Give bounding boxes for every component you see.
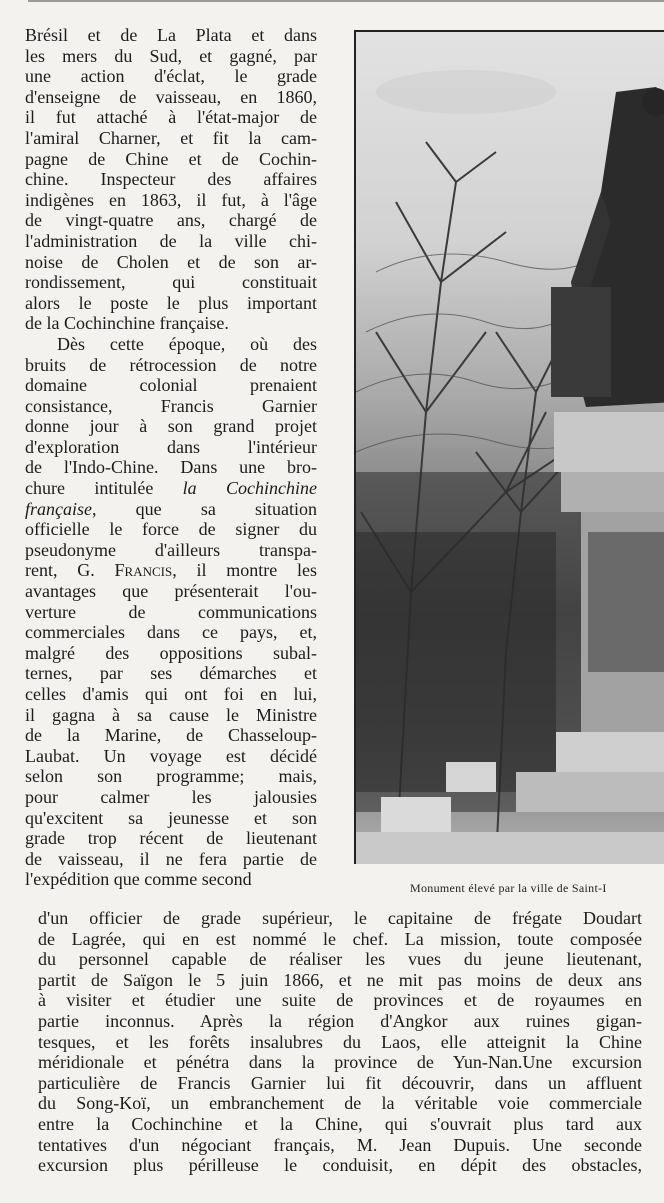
monument-photo xyxy=(354,30,664,864)
text-line: excursion plus périlleuse le conduisit, en dépit des obstacles, xyxy=(38,1155,642,1176)
text-line: une action d'éclat, le grade xyxy=(25,66,317,87)
text-line: entre la Cochinchine et la Chine, qui s'ouvrait plus tard aux xyxy=(38,1113,642,1134)
text-line: pour calmer les jalousies xyxy=(25,786,317,807)
text-line: d'enseigne de vaisseau, en 1860, xyxy=(25,86,317,107)
text-line: il fut attaché à l'état-major de xyxy=(25,107,317,128)
text-line: rondissement, qui constituait xyxy=(25,272,317,293)
text-line: du personnel capable de réaliser les vues du jeune lieutenant, xyxy=(38,949,642,970)
text-segment: , que sa situation xyxy=(92,498,317,519)
text-line: domaine colonial prenaient xyxy=(25,375,317,396)
text-line: de vaisseau, il ne fera partie de xyxy=(25,848,317,869)
text-line: Dès cette époque, où des xyxy=(57,333,317,354)
text-segment: , il montre les xyxy=(172,560,317,581)
text-line: du Song-Koï, un embranchement de la véritable voie commerciale xyxy=(38,1093,642,1114)
text-line xyxy=(25,560,317,581)
photo-caption: Monument élevé par la ville de Saint-I xyxy=(410,881,607,895)
text-line xyxy=(25,499,317,520)
italic-title: la Cochinchine xyxy=(182,478,317,499)
monument-illustration xyxy=(356,32,664,864)
text-line: commerciales dans ce pays, et, xyxy=(25,622,317,643)
text-line: donne jour à son grand projet xyxy=(25,416,317,437)
text-line: noise de Cholen et de son ar- xyxy=(25,251,317,272)
text-line: Laubat. Un voyage est décidé xyxy=(25,745,317,766)
text-line: tesques, et les forêts insalubres du Laos, elle atteignit la Chine xyxy=(38,1031,642,1052)
text-line: particulière de Francis Garnier lui fit découvrir, dans un affluent xyxy=(38,1072,642,1093)
text-line: de vingt-quatre ans, chargé de xyxy=(25,210,317,231)
text-line: partie inconnus. Après la région d'Angkor aux ruines gigan- xyxy=(38,1010,642,1031)
text-line: de Lagrée, qui en est nommé le chef. La mission, toute composée xyxy=(38,928,642,949)
text-line: les mers du Sud, et gagné, par xyxy=(25,45,317,66)
text-line: de la Marine, de Chasseloup- xyxy=(25,725,317,746)
left-column-text xyxy=(25,25,317,890)
top-rule xyxy=(28,0,664,2)
text-line: bruits de rétrocession de notre xyxy=(25,354,317,375)
full-width-text xyxy=(38,908,642,1176)
text-line: malgré des oppositions subal- xyxy=(25,642,317,663)
text-line: verture de communications xyxy=(25,601,317,622)
text-line: grade trop récent de lieutenant xyxy=(25,828,317,849)
text-line: l'expédition que comme second xyxy=(25,869,252,890)
text-line: pseudonyme d'ailleurs transpa- xyxy=(25,539,317,560)
text-line: selon son programme; mais, xyxy=(25,766,317,787)
italic-title: française xyxy=(25,498,92,519)
text-line: qu'excitent sa jeunesse et son xyxy=(25,807,317,828)
text-line: officielle le force de signer du xyxy=(25,519,317,540)
text-line: il gagna à sa cause le Ministre xyxy=(25,704,317,725)
text-line: tentatives d'un négociant français, M. Jean Dupuis. Une seconde xyxy=(38,1134,642,1155)
text-line: de la Cochinchine française. xyxy=(25,313,229,334)
text-line: d'un officier de grade supérieur, le capitaine de frégate Doudart xyxy=(38,908,642,928)
text-line: d'exploration dans l'intérieur xyxy=(25,436,317,457)
text-segment: chure intitulée xyxy=(25,478,154,499)
text-line: à visiter et étudier une suite de provinces et de royaumes en xyxy=(38,990,642,1011)
text-line: de l'Indo-Chine. Dans une bro- xyxy=(25,457,317,478)
text-line: partit de Saïgon le 5 juin 1866, et ne mit pas moins de deux ans xyxy=(38,969,642,990)
text-line: avantages que présenterait l'ou- xyxy=(25,581,317,602)
text-line: indigènes en 1863, il fut, à l'âge xyxy=(25,189,317,210)
text-line: celles d'amis qui ont foi en lui, xyxy=(25,684,317,704)
text-line: l'amiral Charner, et fit la cam- xyxy=(25,127,317,148)
text-line: pagne de Chine et de Cochin- xyxy=(25,148,317,169)
text-line xyxy=(25,478,317,499)
text-line: consistance, Francis Garnier xyxy=(25,395,317,416)
text-line: alors le poste le plus important xyxy=(25,292,317,313)
text-line: chine. Inspecteur des affaires xyxy=(25,169,317,190)
text-segment: rent, xyxy=(25,560,58,581)
text-line: méridionale et pénétra dans la province de Yun-Nan.Une excursion xyxy=(38,1052,642,1073)
pseudonym: G. Francis xyxy=(77,560,173,581)
text-line: l'administration de la ville chi- xyxy=(25,230,317,251)
text-line: ternes, par ses démarches et xyxy=(25,663,317,684)
text-line: Brésil et de La Plata et dans xyxy=(25,25,317,45)
